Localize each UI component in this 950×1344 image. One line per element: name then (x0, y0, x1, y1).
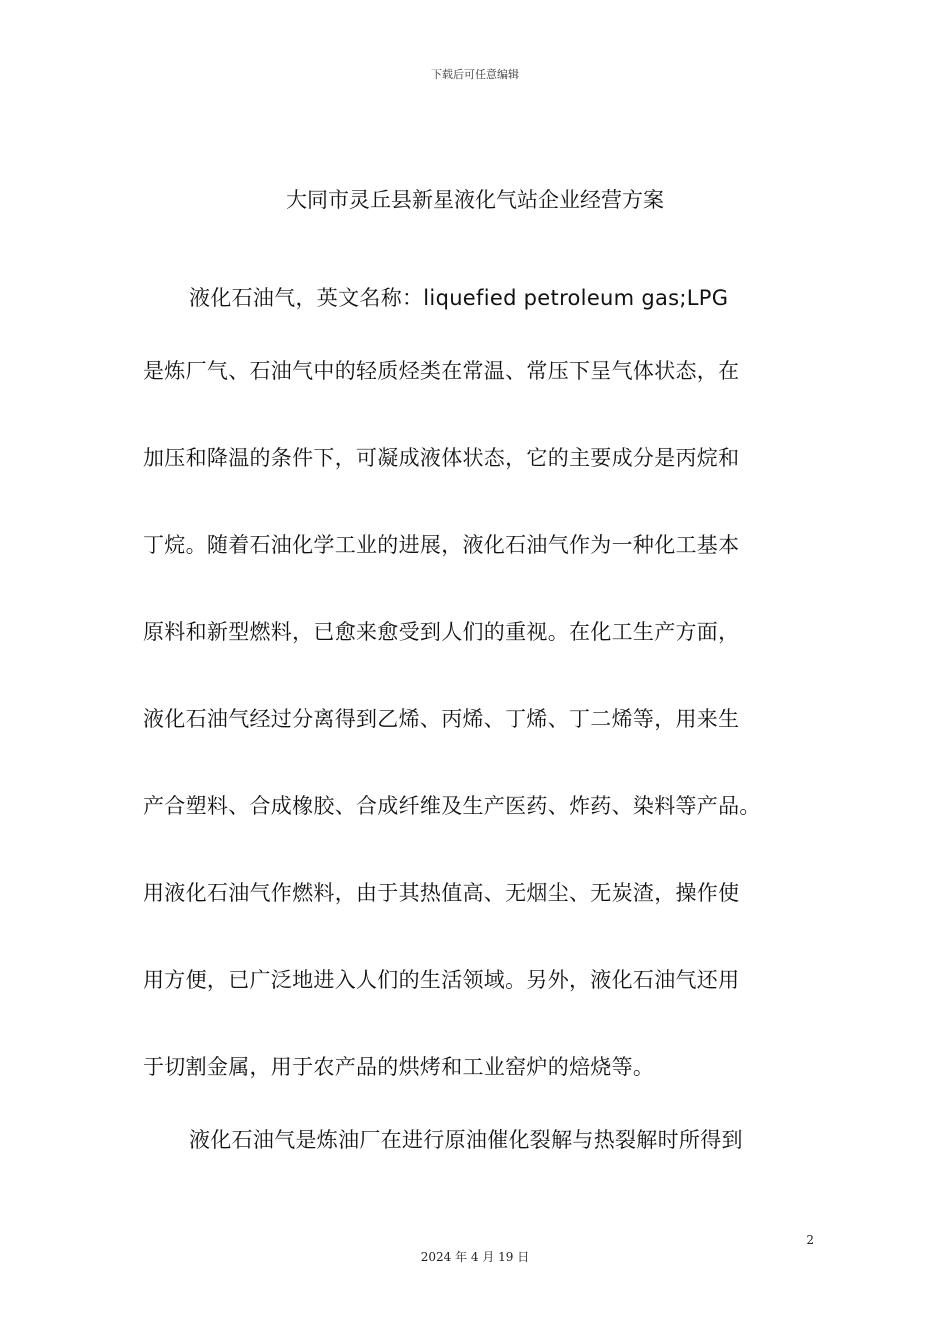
paragraph-1-line-2: 是炼厂气、石油气中的轻质烃类在常温、常压下呈气体状态，在 (143, 359, 740, 383)
paragraph-1-line-4: 丁烷。随着石油化学工业的进展，液化石油气作为一种化工基本 (143, 533, 740, 557)
paragraph-1-line-5: 原料和新型燃料，已愈来愈受到人们的重视。在化工生产方面， (143, 620, 740, 644)
page-number: 2 (806, 1233, 814, 1247)
paragraph-1-line-6: 液化石油气经过分离得到乙烯、丙烯、丁烯、丁二烯等，用来生 (143, 707, 740, 731)
paragraph-1-line-7: 产合塑料、合成橡胶、合成纤维及生产医药、炸药、染料等产品。 (143, 794, 761, 818)
paragraph-2-line-1: 液化石油气是炼油厂在进行原油催化裂解与热裂解时所得到 (189, 1128, 743, 1152)
page-header: 下载后可任意编辑 (431, 68, 519, 81)
paragraph-1-line-8: 用液化石油气作燃料，由于其热值高、无烟尘、无炭渣，操作使 (143, 881, 740, 905)
paragraph-1-line-3: 加压和降温的条件下，可凝成液体状态，它的主要成分是丙烷和 (143, 446, 740, 470)
paragraph-1-line-9: 用方便，已广泛地进入人们的生活领域。另外，液化石油气还用 (143, 968, 740, 992)
footer-date: 2024 年 4 月 19 日 (420, 1250, 530, 1264)
document-title: 大同市灵丘县新星液化气站企业经营方案 (286, 188, 664, 212)
paragraph-1-line-10: 于切割金属，用于农产品的烘烤和工业窑炉的焙烧等。 (143, 1055, 655, 1079)
paragraph-1-line-1: 液化石油气，英文名称：liquefied petroleum gas;LPG (189, 286, 729, 310)
